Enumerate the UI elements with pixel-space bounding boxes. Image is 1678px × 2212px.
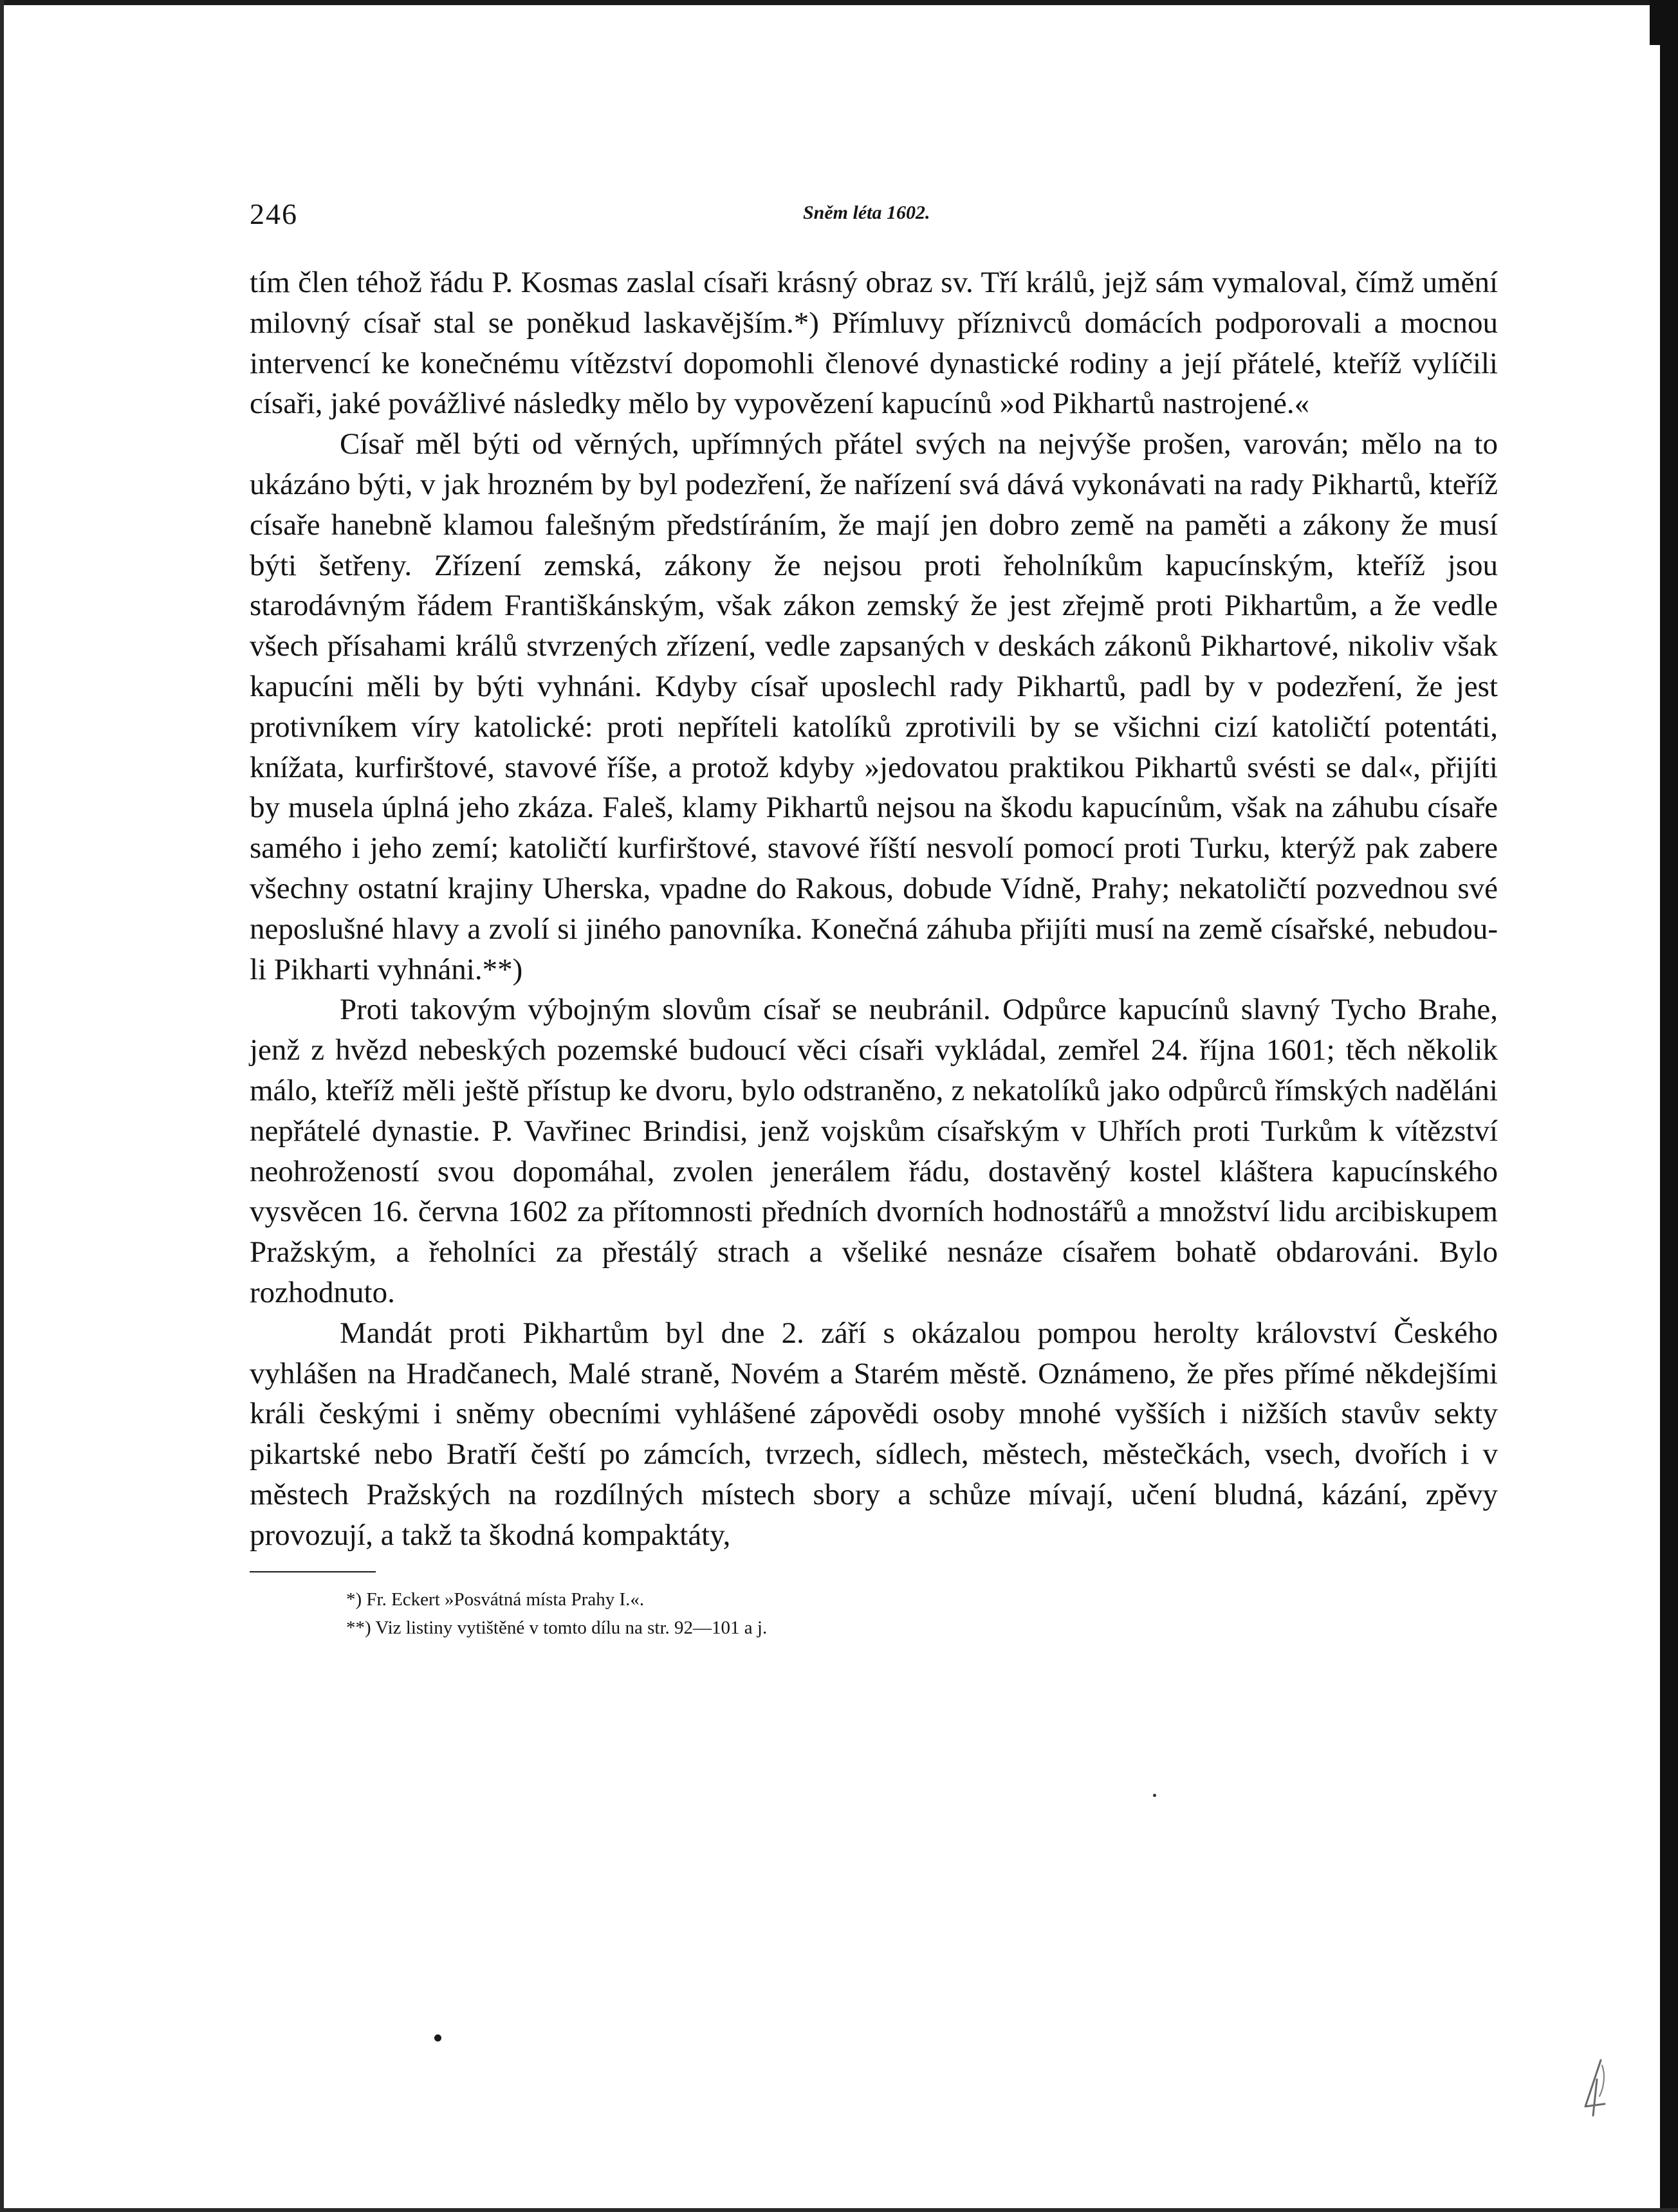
pencil-margin-mark xyxy=(1576,2056,1615,2121)
scan-border-left xyxy=(0,0,4,2212)
ink-speck xyxy=(1153,1794,1156,1797)
body-text xyxy=(250,263,1498,1556)
ink-dot xyxy=(434,2034,441,2041)
page-number: 246 xyxy=(250,198,298,230)
paragraph-2: Císař měl býti od věrných, upřímných přátel svých na nejvýše prošen, varován; mělo na to ukázáno býti, v jak hrozném by byl podezření, že nařízení svá dává vykonávati na rady Pikhartů, kteříž císaře hanebně klamou falešným předstíráním, že mají jen dobro země na paměti a zákony že musí býti šetřeny. Zřízení zemská, zákony že nejsou proti řeholníkům kapucínským, kteříž jsou starodávným řádem Františkánským, však zákon zemský že jest zřejmě proti Pikhartům, a že vedle všech přísahami králů stvrzených zřízení, vedle zapsaných v deskách zákonů Pikhartové, nikoliv však kapucíni měli by býti vyhnáni. Kdyby císař uposlechl rady Pikhartů, padl by v podezření, že jest protivníkem víry katolické: proti nepříteli katolíků zprotivili by se všichni cizí katoličtí potentáti, knížata, kurfirštové, stavové říše, a protož kdyby »jedovatou praktikou Pikhartů svésti se dal«, přijíti by musela úplná jeho zkáza. Faleš, klamy Pikhartů nejsou na škodu kapucínům, však na záhubu císaře samého i jeho zemí; katoličtí kurfirštové, stavové říští nesvolí pomocí proti Turku, kterýž pak zabere všechny ostatní krajiny Uherska, vpadne do Rakous, dobude Vídně, Prahy; nekatoličtí pozvednou své neposlušné hlavy a zvolí si jiného panovníka. Konečná záhuba přijíti musí na země císařské, nebudou-li Pikharti vyhnáni.**) xyxy=(250,427,1498,986)
running-title: Sněm léta 1602. xyxy=(803,202,930,223)
paragraph-3: Proti takovým výbojným slovům císař se neubránil. Odpůrce kapucínů slavný Tycho Brahe, jenž z hvězd nebeských pozemské budoucí věci císaři vykládal, zemřel 24. října 1601; těch několik málo, kteříž měli ještě přístup ke dvoru, bylo odstraněno, z nekatolíků jako odpůrců římských naděláni nepřátelé dynastie. P. Vavřinec Brindisi, jenž vojskům císařským v Uhřích proti Turkům k vítězství neohrožeností svou dopomáhal, zvolen jenerálem řádu, dostavěný kostel kláštera kapucínského vysvěcen 16. června 1602 za přítomnosti předních dvorních hodnostářů a množství lidu arcibiskupem Pražským, a řeholníci za přestálý strach a všeliké nesnáze císařem bohatě obdarováni. Bylo rozhodnuto. xyxy=(250,993,1498,1309)
scan-border-right xyxy=(1660,0,1678,2212)
book-page xyxy=(250,193,1498,1642)
footnote-2: **) Viz listiny vytištěné v tomto dílu na str. 92—101 a j. xyxy=(346,1617,768,1638)
scan-border-bottom xyxy=(0,2208,1678,2212)
scan-border-top xyxy=(0,0,1678,5)
paragraph-1: tím člen téhož řádu P. Kosmas zaslal císaři krásný obraz sv. Tří králů, jejž sám vymaloval, čímž umění milovný císař stal se poněkud laskavějším.*) Přímluvy příznivců domácích podporovali a mocnou intervencí ke konečnému vítězství dopomohli členové dynastické rodiny a její přátelé, kteříž vylíčili císaři, jaké povážlivé následky mělo by vypovězení kapucínů »od Pikhartů nastrojené.« xyxy=(250,266,1498,421)
page-header xyxy=(250,193,1498,232)
footnotes xyxy=(346,1585,1498,1642)
footnote-1: *) Fr. Eckert »Posvátná místa Prahy I.«. xyxy=(346,1589,645,1610)
paragraph-4: Mandát proti Pikhartům byl dne 2. září s okázalou pompou herolty království Českého vyhlášen na Hradčanech, Malé straně, Novém a Starém městě. Oznámeno, že přes přímé někdejšími králi českými i sněmy obecními vyhlášené zápovědi osoby mnohé vyšších i nižších stavův sekty pikartské nebo Bratří čeští po zámcích, tvrzech, sídlech, městech, městečkách, vsech, dvořích i v městech Pražských na rozdílných místech sbory a schůze mívají, učení bludná, kázání, zpěvy provozují, a takž ta škodná kompaktáty, xyxy=(250,1316,1498,1552)
scan-border-notch xyxy=(1650,0,1660,45)
footnote-divider xyxy=(250,1571,376,1572)
